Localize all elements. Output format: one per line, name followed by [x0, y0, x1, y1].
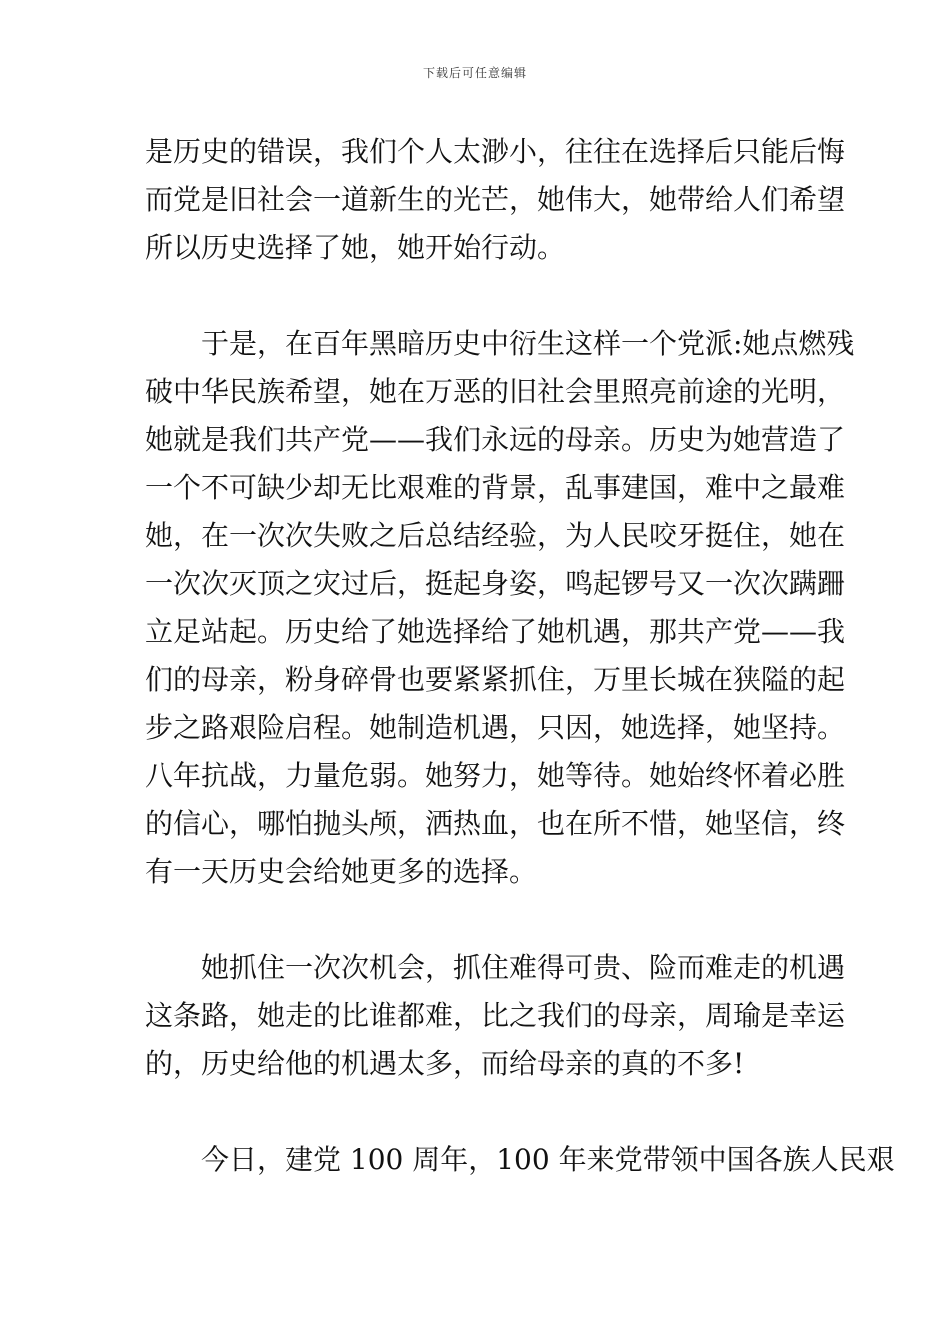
text-line: 破中华民族希望，她在万恶的旧社会里照亮前途的光明，: [145, 375, 846, 408]
paragraph-gap: [145, 1088, 815, 1136]
text-line: 的，历史给他的机遇太多，而给母亲的真的不多!: [145, 1047, 745, 1080]
document-body: [145, 128, 895, 1184]
text-line: 是历史的错误，我们个人太渺小，往往在选择后只能后悔: [145, 135, 846, 168]
text-line: 所以历史选择了她，她开始行动。: [145, 231, 566, 264]
paragraph-gap: [145, 896, 815, 944]
paragraph-3: [145, 944, 846, 1088]
text-line: 有一天历史会给她更多的选择。: [145, 855, 538, 888]
text-line: 这条路，她走的比谁都难，比之我们的母亲，周瑜是幸运: [145, 999, 846, 1032]
text-line: 她抓住一次次机会，抓住难得可贵、险而难走的机遇: [201, 951, 846, 984]
paragraph-4: [145, 1136, 895, 1184]
text-line: 八年抗战，力量危弱。她努力，她等待。她始终怀着必胜: [145, 759, 846, 792]
text-line: 一个不可缺少却无比艰难的背景，乱事建国，难中之最难: [145, 471, 846, 504]
text-line: 一次次灭顶之灾过后，挺起身姿，鸣起锣号又一次次蹒跚: [145, 567, 846, 600]
text-line: 的信心，哪怕抛头颅，洒热血，也在所不惜，她坚信，终: [145, 807, 846, 840]
text-line: 她，在一次次失败之后总结经验，为人民咬牙挺住，她在: [145, 519, 846, 552]
text-line: 而党是旧社会一道新生的光芒，她伟大，她带给人们希望: [145, 183, 846, 216]
text-line: 步之路艰险启程。她制造机遇，只因，她选择，她坚持。: [145, 711, 846, 744]
text-line: 们的母亲，粉身碎骨也要紧紧抓住，万里长城在狭隘的起: [145, 663, 846, 696]
text-line: 她就是我们共产党——我们永远的母亲。历史为她营造了: [145, 423, 846, 456]
paragraph-2: [145, 320, 855, 896]
page-header: 下载后可任意编辑: [422, 66, 527, 80]
paragraph-1: [145, 128, 846, 272]
text-line: 今日，建党 100 周年，100 年来党带领中国各族人民艰: [201, 1143, 895, 1176]
paragraph-gap: [145, 272, 815, 320]
text-line: 于是，在百年黑暗历史中衍生这样一个党派:她点燃残: [201, 327, 855, 360]
text-line: 立足站起。历史给了她选择给了她机遇，那共产党——我: [145, 615, 846, 648]
